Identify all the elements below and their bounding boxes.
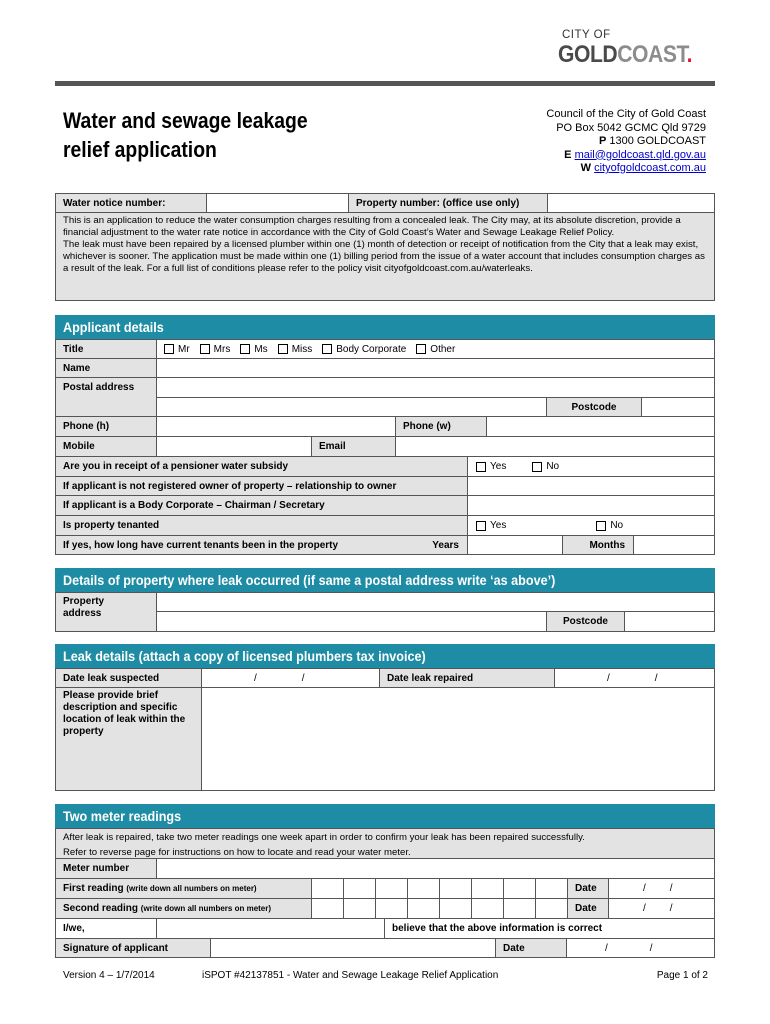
date-suspected-label: Date leak suspected xyxy=(55,668,202,688)
date-sep: / xyxy=(649,942,653,954)
first-reading-digit[interactable] xyxy=(311,878,344,899)
second-reading-date-label: Date xyxy=(567,898,609,919)
date-sep: / xyxy=(254,672,257,684)
first-reading-date-label: Date xyxy=(567,878,609,899)
postcode-label: Postcode xyxy=(546,397,642,417)
title-option-miss[interactable]: Miss xyxy=(278,344,313,355)
second-reading-digit[interactable] xyxy=(311,898,344,919)
pensioner-yes[interactable]: Yes xyxy=(476,461,506,472)
water-notice-label: Water notice number: xyxy=(55,193,207,213)
logo-dot: . xyxy=(686,41,693,68)
tenanted-no[interactable]: No xyxy=(596,520,623,531)
first-reading-label-text: First reading xyxy=(63,883,124,894)
years-label: Years xyxy=(432,539,459,551)
page-title-line2: relief application xyxy=(63,137,217,162)
email-link[interactable]: mail@goldcoast.qld.gov.au xyxy=(574,148,706,161)
postal-address-input-2[interactable] xyxy=(156,397,547,417)
meter-number-input[interactable] xyxy=(156,858,715,879)
email-label: E xyxy=(564,148,572,161)
leak-details-heading: Leak details (attach a copy of licensed plumbers tax invoice) xyxy=(55,644,715,668)
footer-page: Page 1 of 2 xyxy=(656,970,708,981)
signature-label: Signature of applicant xyxy=(55,938,211,958)
first-reading-digit[interactable] xyxy=(471,878,504,899)
date-repaired-input[interactable] xyxy=(554,668,715,688)
council-web xyxy=(546,162,706,176)
name-label: Name xyxy=(55,358,157,378)
pensioner-no[interactable]: No xyxy=(532,461,559,472)
pensioner-label: Are you in receipt of a pensioner water subsidy xyxy=(55,456,468,477)
phone-w-input[interactable] xyxy=(486,416,715,437)
meter-instructions-1: After leak is repaired, take two meter readings one week apart in order to confirm your leak has been repaired successfully. xyxy=(63,832,585,843)
checkbox-tenanted-no[interactable] xyxy=(596,521,606,531)
property-postcode-label: Postcode xyxy=(546,611,625,632)
property-address-input-2[interactable] xyxy=(156,611,547,632)
checkbox-tenanted-yes[interactable] xyxy=(476,521,486,531)
email-input[interactable] xyxy=(395,436,715,457)
title-option-ms[interactable]: Ms xyxy=(240,344,267,355)
relationship-label: If applicant is not registered owner of property – relationship to owner xyxy=(55,476,468,496)
checkbox-body-corporate[interactable] xyxy=(322,344,332,354)
web-label: W xyxy=(580,162,592,174)
council-phone xyxy=(546,135,706,149)
city-of-gold-coast-logo xyxy=(558,41,692,69)
description-input[interactable] xyxy=(201,687,715,791)
second-reading-digit[interactable] xyxy=(471,898,504,919)
checkbox-pensioner-no[interactable] xyxy=(532,462,542,472)
meter-instructions-2: Refer to reverse page for instructions on how to locate and read your water meter. xyxy=(63,846,411,858)
phone-label: P xyxy=(599,135,607,147)
relationship-input[interactable] xyxy=(467,476,715,496)
months-label: Months xyxy=(562,535,634,555)
date-sep: / xyxy=(669,883,673,894)
web-link[interactable]: cityofgoldcoast.com.au xyxy=(594,162,706,174)
intro-text xyxy=(55,212,715,301)
council-po-box: PO Box 5042 GCMC Qld 9729 xyxy=(556,121,706,134)
signature-date-input[interactable] xyxy=(566,938,715,958)
logo-gold: GOLD xyxy=(558,41,618,68)
name-input[interactable] xyxy=(156,358,715,378)
title-options xyxy=(156,339,715,359)
logo-coast: COAST xyxy=(617,41,687,68)
second-reading-digit[interactable] xyxy=(375,898,408,919)
second-reading-digit[interactable] xyxy=(439,898,472,919)
second-reading-digit[interactable] xyxy=(535,898,568,919)
date-sep: / xyxy=(605,942,608,954)
property-address-input-1[interactable] xyxy=(156,592,715,612)
signature-input[interactable] xyxy=(210,938,496,958)
page-title xyxy=(63,106,318,164)
meter-instructions xyxy=(55,828,715,859)
property-postcode-input[interactable] xyxy=(624,611,715,632)
date-sep: / xyxy=(643,903,646,914)
date-sep: / xyxy=(301,672,305,684)
property-address-label xyxy=(55,592,157,632)
title-option-mr[interactable]: Mr xyxy=(164,344,190,355)
date-sep: / xyxy=(654,672,658,684)
mobile-input[interactable] xyxy=(156,436,312,457)
phone-w-label: Phone (w) xyxy=(395,416,487,437)
header-divider xyxy=(55,81,715,86)
date-repaired-label: Date leak repaired xyxy=(379,668,555,688)
iwe-input[interactable] xyxy=(156,918,385,939)
council-name: Council of the City of Gold Coast xyxy=(546,108,706,120)
checkbox-miss[interactable] xyxy=(278,344,288,354)
tenanted-yes[interactable]: Yes xyxy=(476,520,506,531)
pensioner-options xyxy=(467,456,715,477)
postal-address-label: Postal address xyxy=(55,377,157,417)
email-label-field: Email xyxy=(311,436,396,457)
date-suspected-input[interactable] xyxy=(201,668,380,688)
description-label: Please provide brief description and specific location of leak within the property xyxy=(55,687,202,791)
mobile-label: Mobile xyxy=(55,436,157,457)
first-reading-digit[interactable] xyxy=(503,878,536,899)
checkbox-mrs[interactable] xyxy=(200,344,210,354)
second-reading-digit[interactable] xyxy=(407,898,440,919)
body-corp-label: If applicant is a Body Corporate – Chairman / Secretary xyxy=(55,495,468,516)
title-option-other[interactable]: Other xyxy=(416,344,455,355)
title-label: Title xyxy=(55,339,157,359)
title-option-body-corporate[interactable]: Body Corporate xyxy=(322,344,406,355)
phone-h-label: Phone (h) xyxy=(55,416,157,437)
footer-ispot: iSPOT #42137851 - Water and Sewage Leakage Relief Application xyxy=(202,970,499,981)
property-number-label: Property number: (office use only) xyxy=(348,193,548,213)
second-reading-note: (write down all numbers on meter) xyxy=(140,904,272,913)
property-details-heading: Details of property where leak occurred (if same a postal address write ‘as above’) xyxy=(55,568,715,592)
checkbox-mr[interactable] xyxy=(164,344,174,354)
second-reading-digit[interactable] xyxy=(343,898,376,919)
first-reading-digit[interactable] xyxy=(535,878,568,899)
first-reading-date-input[interactable] xyxy=(608,878,715,899)
first-reading-digit[interactable] xyxy=(375,878,408,899)
water-notice-input[interactable] xyxy=(206,193,349,213)
tenants-duration-label xyxy=(55,535,468,555)
date-sep: / xyxy=(669,903,673,914)
title-option-mrs[interactable]: Mrs xyxy=(200,344,231,355)
property-number-input[interactable] xyxy=(547,193,715,213)
property-address-label-1: Property xyxy=(63,596,105,607)
footer-version: Version 4 – 1/7/2014 xyxy=(63,970,155,981)
first-reading-digit[interactable] xyxy=(407,878,440,899)
meter-readings-heading: Two meter readings xyxy=(55,804,715,828)
second-reading-date-input[interactable] xyxy=(608,898,715,919)
iwe-label: I/we, xyxy=(55,918,157,939)
believe-statement: believe that the above information is correct xyxy=(384,918,715,939)
first-reading-label xyxy=(55,878,312,899)
date-sep: / xyxy=(607,672,610,684)
tenants-label-text: If yes, how long have current tenants been in the property xyxy=(63,539,339,551)
property-address-label-2: address xyxy=(63,608,102,619)
first-reading-digit[interactable] xyxy=(343,878,376,899)
years-input[interactable] xyxy=(467,535,563,555)
second-reading-label xyxy=(55,898,312,919)
tenanted-options xyxy=(467,515,715,536)
checkbox-ms[interactable] xyxy=(240,344,250,354)
council-contact xyxy=(546,108,706,176)
meter-number-label: Meter number xyxy=(55,858,157,879)
checkbox-pensioner-yes[interactable] xyxy=(476,462,486,472)
first-reading-note: (write down all numbers on meter) xyxy=(126,884,257,893)
first-reading-digit[interactable] xyxy=(439,878,472,899)
date-sep: / xyxy=(643,883,646,894)
postal-address-input-1[interactable] xyxy=(156,377,715,398)
intro-paragraph-2: The leak must have been repaired by a licensed plumber within one (1) month of detection or receipt of notification from the City that a leak may exist, whichever is sooner. The application must be made within one (1) billing period from the issue of a water account that includes consumption charges as a result of the leak. For a full list of conditions please refer to the policy visit cityofgoldcoast.com.au/waterleaks. xyxy=(63,238,705,274)
logo-city-of: CITY OF xyxy=(562,29,611,41)
phone-h-input[interactable] xyxy=(156,416,396,437)
months-input[interactable] xyxy=(633,535,715,555)
postcode-input[interactable] xyxy=(641,397,715,417)
council-email xyxy=(546,149,706,163)
applicant-details-heading: Applicant details xyxy=(55,315,715,339)
second-reading-digit[interactable] xyxy=(503,898,536,919)
signature-date-label: Date xyxy=(495,938,567,958)
tenanted-label: Is property tenanted xyxy=(55,515,468,536)
second-reading-label-text: Second reading xyxy=(63,903,139,914)
intro-paragraph-1: This is an application to reduce the water consumption charges resulting from a concealed leak. The City may, at its absolute discretion, provide a financial adjustment to the water rate notice in accordance with the City of Gold Coast’s Water and Sewage Leakage Relief Policy. xyxy=(63,215,681,238)
phone-value: 1300 GOLDCOAST xyxy=(609,135,706,147)
page-title-line1: Water and sewage leakage xyxy=(63,108,308,133)
checkbox-other[interactable] xyxy=(416,344,426,354)
body-corp-input[interactable] xyxy=(467,495,715,516)
